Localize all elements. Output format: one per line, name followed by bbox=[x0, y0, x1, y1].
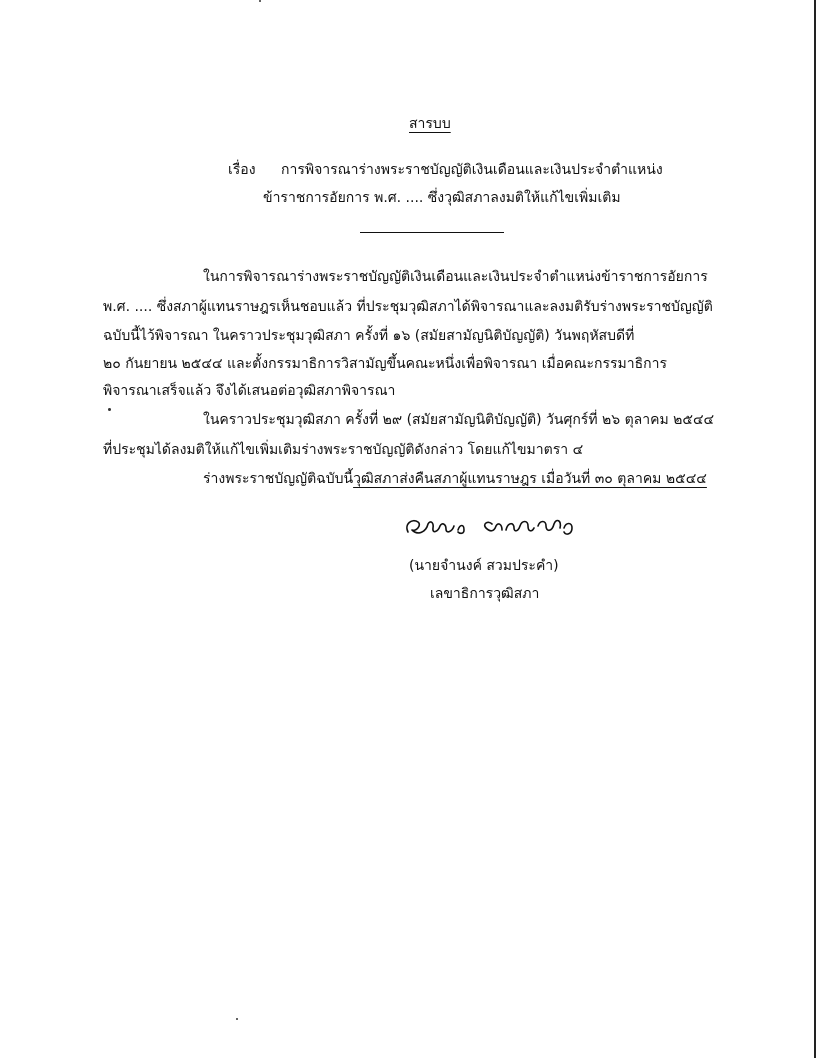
body-line-closing bbox=[203, 469, 707, 489]
scan-speck bbox=[259, 0, 261, 2]
subject-line-2: ข้าราชการอัยการ พ.ศ. .... ซึ่งวุฒิสภาลงมติให้แก้ไขเพิ่มเติม bbox=[263, 190, 621, 206]
signatory-title: เลขาธิการวุฒิสภา bbox=[430, 586, 540, 602]
body-line: ๒๐ กันยายน ๒๕๔๔ และตั้งกรรมาธิการวิสามัญขึ้นคณะหนึ่งเพื่อพิจารณา เมื่อคณะกรรมาธิการ bbox=[103, 356, 667, 372]
body-line: ฉบับนี้ไว้พิจารณา ในคราวประชุมวุฒิสภา ครั้งที่ ๑๖ (สมัยสามัญนิติบัญญัติ) วันพฤหัสบดีที่ bbox=[103, 328, 635, 344]
closing-plain-text: ร่างพระราชบัญญัติฉบับนี้ bbox=[203, 471, 354, 487]
signatory-name: (นายจำนงค์ สวมประคำ) bbox=[409, 558, 559, 574]
body-line: ในคราวประชุมวุฒิสภา ครั้งที่ ๒๙ (สมัยสามัญนิติบัญญัติ) วันศุกร์ที่ ๒๖ ตุลาคม ๒๕๔๔ bbox=[203, 412, 715, 428]
separator-rule bbox=[360, 232, 504, 233]
body-line: ในการพิจารณาร่างพระราชบัญญัติเงินเดือนและเงินประจำตำแหน่งข้าราชการอัยการ bbox=[203, 269, 708, 285]
subject-label: เรื่อง bbox=[228, 162, 256, 178]
scan-speck bbox=[236, 1018, 238, 1020]
body-line: พ.ศ. .... ซึ่งสภาผู้แทนราษฎรเห็นชอบแล้ว ที่ประชุมวุฒิสภาได้พิจารณาและลงมติรับร่างพระราชบัญญัติ bbox=[103, 299, 713, 315]
body-line: ที่ประชุมได้ลงมติให้แก้ไขเพิ่มเติมร่างพระราชบัญญัติดังกล่าว โดยแก้ไขมาตรา ๔ bbox=[103, 442, 584, 458]
scan-speck bbox=[108, 408, 111, 411]
subject-line-1: การพิจารณาร่างพระราชบัญญัติเงินเดือนและเงินประจำตำแหน่ง bbox=[281, 162, 663, 178]
closing-underlined-text: วุฒิสภาส่งคืนสภาผู้แทนราษฎร เมื่อวันที่ ๓๐ ตุลาคม ๒๕๔๔ bbox=[353, 471, 707, 487]
handwritten-signature bbox=[400, 510, 590, 544]
body-line: พิจารณาเสร็จแล้ว จึงได้เสนอต่อวุฒิสภาพิจารณา bbox=[103, 383, 396, 399]
document-heading: สารบบ bbox=[409, 116, 451, 132]
